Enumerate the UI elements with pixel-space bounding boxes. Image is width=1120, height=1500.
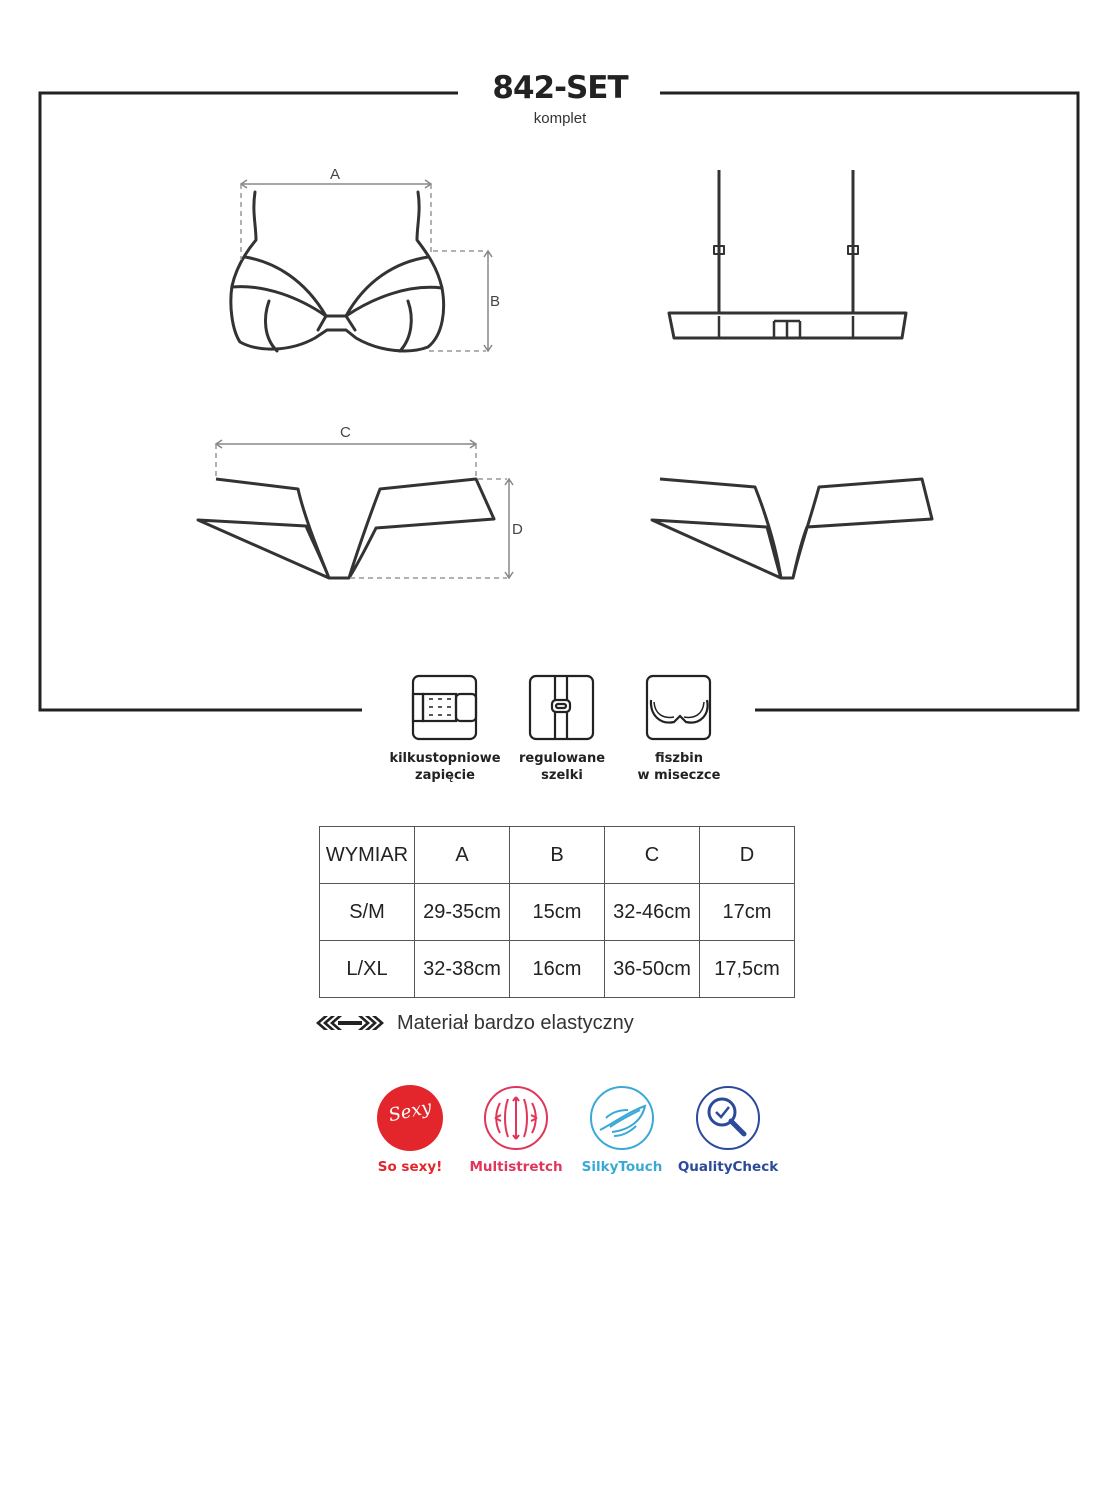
table-row	[320, 941, 795, 998]
feature-hook-closure-label	[380, 750, 510, 784]
adjustable-strap-icon	[530, 676, 593, 739]
feature-adjustable-strap-label	[497, 750, 627, 784]
table-cell: S/M	[320, 884, 415, 941]
qualitycheck-badge-icon	[697, 1087, 759, 1149]
product-title: 842-SET	[492, 70, 628, 106]
table-header-cell: B	[510, 827, 605, 884]
feature-underwire-label	[614, 750, 744, 784]
bra-front-drawing	[231, 192, 444, 351]
table-row	[320, 884, 795, 941]
table-header-row	[320, 827, 795, 884]
feature-label-line: kilkustopniowe	[389, 751, 501, 766]
thong-front-drawing	[198, 479, 494, 578]
table-cell: 17cm	[700, 884, 795, 941]
table-cell: L/XL	[320, 941, 415, 998]
badge-label-qualitycheck: QualityCheck	[677, 1159, 779, 1175]
bra-back-drawing	[669, 170, 906, 338]
size-table	[319, 826, 795, 998]
underwire-icon	[647, 676, 710, 739]
table-cell: 32-38cm	[415, 941, 510, 998]
table-header-cell: A	[415, 827, 510, 884]
thong-back-drawing	[652, 479, 932, 578]
stretch-note: Materiał bardzo elastyczny	[397, 1012, 634, 1034]
table-header-cell: D	[700, 827, 795, 884]
dimension-d-label: D	[512, 521, 523, 538]
dimension-a-label: A	[330, 166, 341, 183]
dimension-c-label: C	[340, 424, 351, 441]
table-header-cell: C	[605, 827, 700, 884]
table-cell: 17,5cm	[700, 941, 795, 998]
dimension-b-label: B	[490, 293, 501, 310]
feature-label-line: szelki	[541, 768, 583, 783]
feature-label-line: w miseczce	[637, 768, 721, 783]
multistretch-badge-icon	[485, 1087, 547, 1149]
table-cell: 15cm	[510, 884, 605, 941]
stretch-arrows-icon	[316, 1016, 384, 1030]
product-subtitle: komplet	[533, 110, 587, 127]
badge-label-silkytouch: SilkyTouch	[581, 1159, 663, 1175]
silkytouch-badge-icon	[591, 1087, 653, 1149]
sexy-badge-text: Sexy	[386, 1096, 434, 1127]
hook-closure-icon	[413, 676, 476, 739]
table-header-cell: WYMIAR	[320, 827, 415, 884]
dimension-c-guides	[216, 440, 476, 478]
feature-label-line: fiszbin	[655, 751, 703, 766]
dimension-a-guides	[241, 180, 431, 260]
table-cell: 32-46cm	[605, 884, 700, 941]
table-cell: 16cm	[510, 941, 605, 998]
feature-label-line: zapięcie	[415, 768, 475, 783]
badge-label-multistretch: Multistretch	[469, 1159, 563, 1175]
table-cell: 29-35cm	[415, 884, 510, 941]
table-cell: 36-50cm	[605, 941, 700, 998]
outer-frame	[40, 93, 1078, 710]
feature-label-line: regulowane	[518, 751, 606, 766]
badge-label-so-sexy: So sexy!	[377, 1159, 443, 1175]
